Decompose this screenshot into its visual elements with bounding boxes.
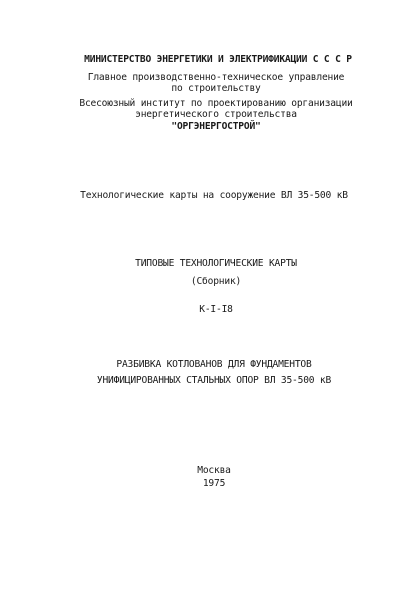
directorate-line-1: Главное производственно-техническое управление: [87, 72, 345, 83]
document-type-title: ТИПОВЫЕ ТЕХНОЛОГИЧЕСКИЕ КАРТЫ: [135, 258, 297, 269]
ministry-name: МИНИСТЕРСТВО ЭНЕРГЕТИКИ И ЭЛЕКТРИФИКАЦИИ С С С Р: [84, 54, 352, 65]
document-title-line-1: РАЗБИВКА КОТЛОВАНОВ ДЛЯ ФУНДАМЕНТОВ: [116, 359, 312, 370]
imprint-city: Москва: [197, 465, 231, 476]
institute-name: "ОРГЭНЕРГОСТРОЙ": [171, 121, 261, 132]
document-code: К-I-I8: [199, 304, 233, 315]
imprint-year: 1975: [202, 478, 226, 489]
series-title: Технологические карты на сооружение ВЛ 35-500 кВ: [80, 190, 348, 201]
document-subtype: (Сборник): [190, 276, 242, 287]
institute-line-1: Всесоюзный институт по проектированию организации: [79, 98, 353, 109]
institute-line-2: энергетического строительства: [135, 109, 297, 120]
directorate-line-2: по строительству: [171, 83, 261, 94]
document-title-line-2: УНИФИЦИРОВАННЫХ СТАЛЬНЫХ ОПОР ВЛ 35-500 кВ: [96, 375, 332, 386]
